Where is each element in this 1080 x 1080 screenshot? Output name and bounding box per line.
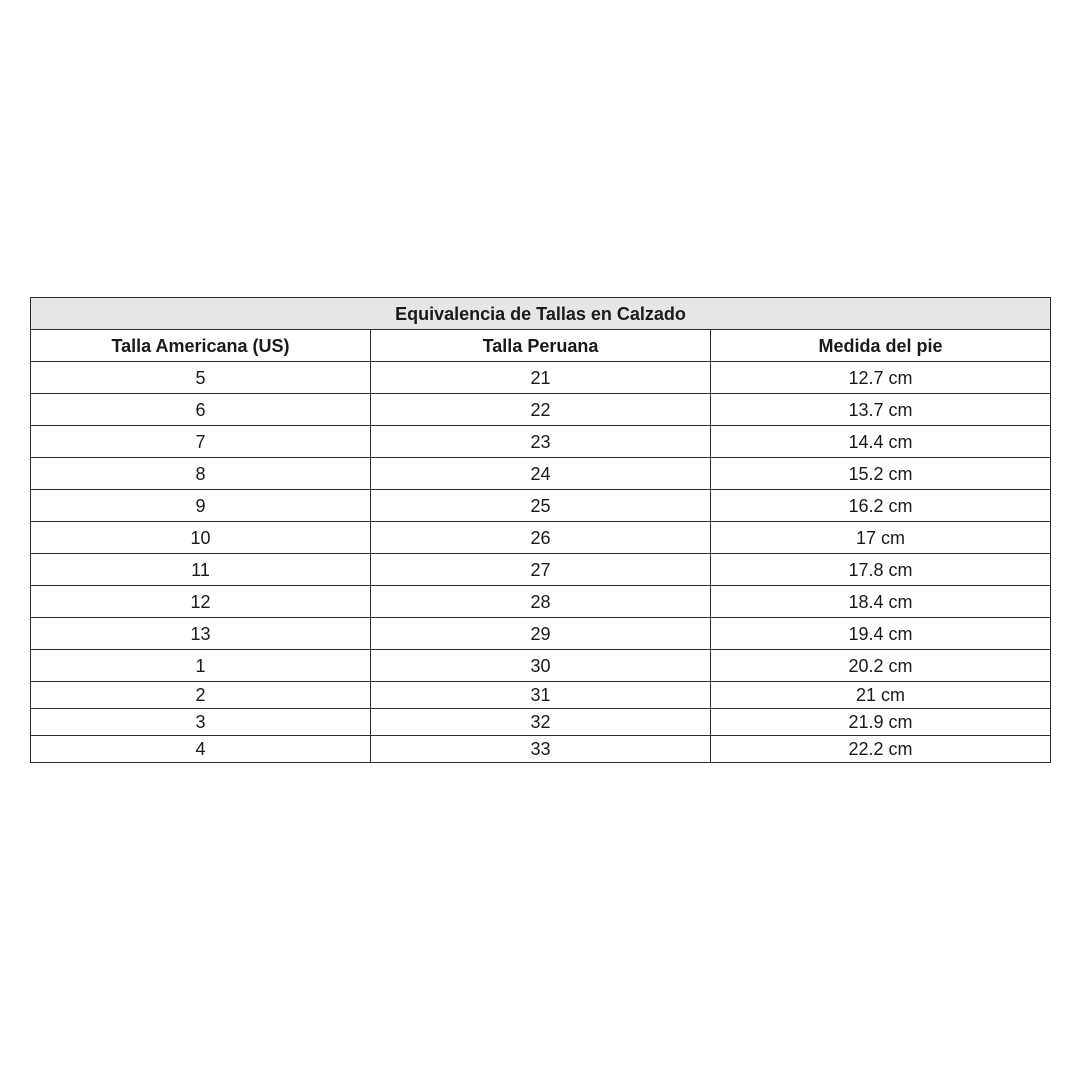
cell-foot-length: 19.4 cm <box>711 618 1051 650</box>
cell-us-size: 12 <box>31 586 371 618</box>
table-row <box>31 709 1051 736</box>
cell-us-size: 2 <box>31 682 371 709</box>
cell-peru-size: 28 <box>371 586 711 618</box>
table-row <box>31 682 1051 709</box>
cell-foot-length: 18.4 cm <box>711 586 1051 618</box>
cell-us-size: 5 <box>31 362 371 394</box>
table-row <box>31 586 1051 618</box>
cell-foot-length: 14.4 cm <box>711 426 1051 458</box>
cell-us-size: 4 <box>31 736 371 763</box>
cell-us-size: 1 <box>31 650 371 682</box>
cell-peru-size: 25 <box>371 490 711 522</box>
table-row <box>31 458 1051 490</box>
cell-foot-length: 21.9 cm <box>711 709 1051 736</box>
cell-peru-size: 30 <box>371 650 711 682</box>
cell-peru-size: 29 <box>371 618 711 650</box>
cell-foot-length: 13.7 cm <box>711 394 1051 426</box>
table-row <box>31 490 1051 522</box>
table-header-row <box>31 330 1051 362</box>
cell-us-size: 10 <box>31 522 371 554</box>
table-row <box>31 522 1051 554</box>
size-equivalence-table <box>30 297 1051 763</box>
cell-foot-length: 20.2 cm <box>711 650 1051 682</box>
cell-foot-length: 22.2 cm <box>711 736 1051 763</box>
cell-us-size: 8 <box>31 458 371 490</box>
table-row <box>31 362 1051 394</box>
cell-foot-length: 17 cm <box>711 522 1051 554</box>
cell-peru-size: 33 <box>371 736 711 763</box>
cell-foot-length: 17.8 cm <box>711 554 1051 586</box>
cell-us-size: 7 <box>31 426 371 458</box>
cell-peru-size: 31 <box>371 682 711 709</box>
header-foot-length: Medida del pie <box>711 330 1051 362</box>
table-row <box>31 426 1051 458</box>
table-title: Equivalencia de Tallas en Calzado <box>31 298 1051 330</box>
cell-us-size: 13 <box>31 618 371 650</box>
cell-peru-size: 24 <box>371 458 711 490</box>
cell-foot-length: 15.2 cm <box>711 458 1051 490</box>
cell-peru-size: 21 <box>371 362 711 394</box>
table-title-row <box>31 298 1051 330</box>
cell-us-size: 3 <box>31 709 371 736</box>
cell-peru-size: 22 <box>371 394 711 426</box>
cell-peru-size: 32 <box>371 709 711 736</box>
table-row <box>31 650 1051 682</box>
table-row <box>31 554 1051 586</box>
cell-foot-length: 21 cm <box>711 682 1051 709</box>
cell-foot-length: 16.2 cm <box>711 490 1051 522</box>
header-peru-size: Talla Peruana <box>371 330 711 362</box>
table-row <box>31 618 1051 650</box>
header-us-size: Talla Americana (US) <box>31 330 371 362</box>
table-row <box>31 394 1051 426</box>
cell-us-size: 6 <box>31 394 371 426</box>
cell-foot-length: 12.7 cm <box>711 362 1051 394</box>
cell-peru-size: 26 <box>371 522 711 554</box>
table-row <box>31 736 1051 763</box>
cell-peru-size: 27 <box>371 554 711 586</box>
cell-us-size: 9 <box>31 490 371 522</box>
cell-us-size: 11 <box>31 554 371 586</box>
cell-peru-size: 23 <box>371 426 711 458</box>
